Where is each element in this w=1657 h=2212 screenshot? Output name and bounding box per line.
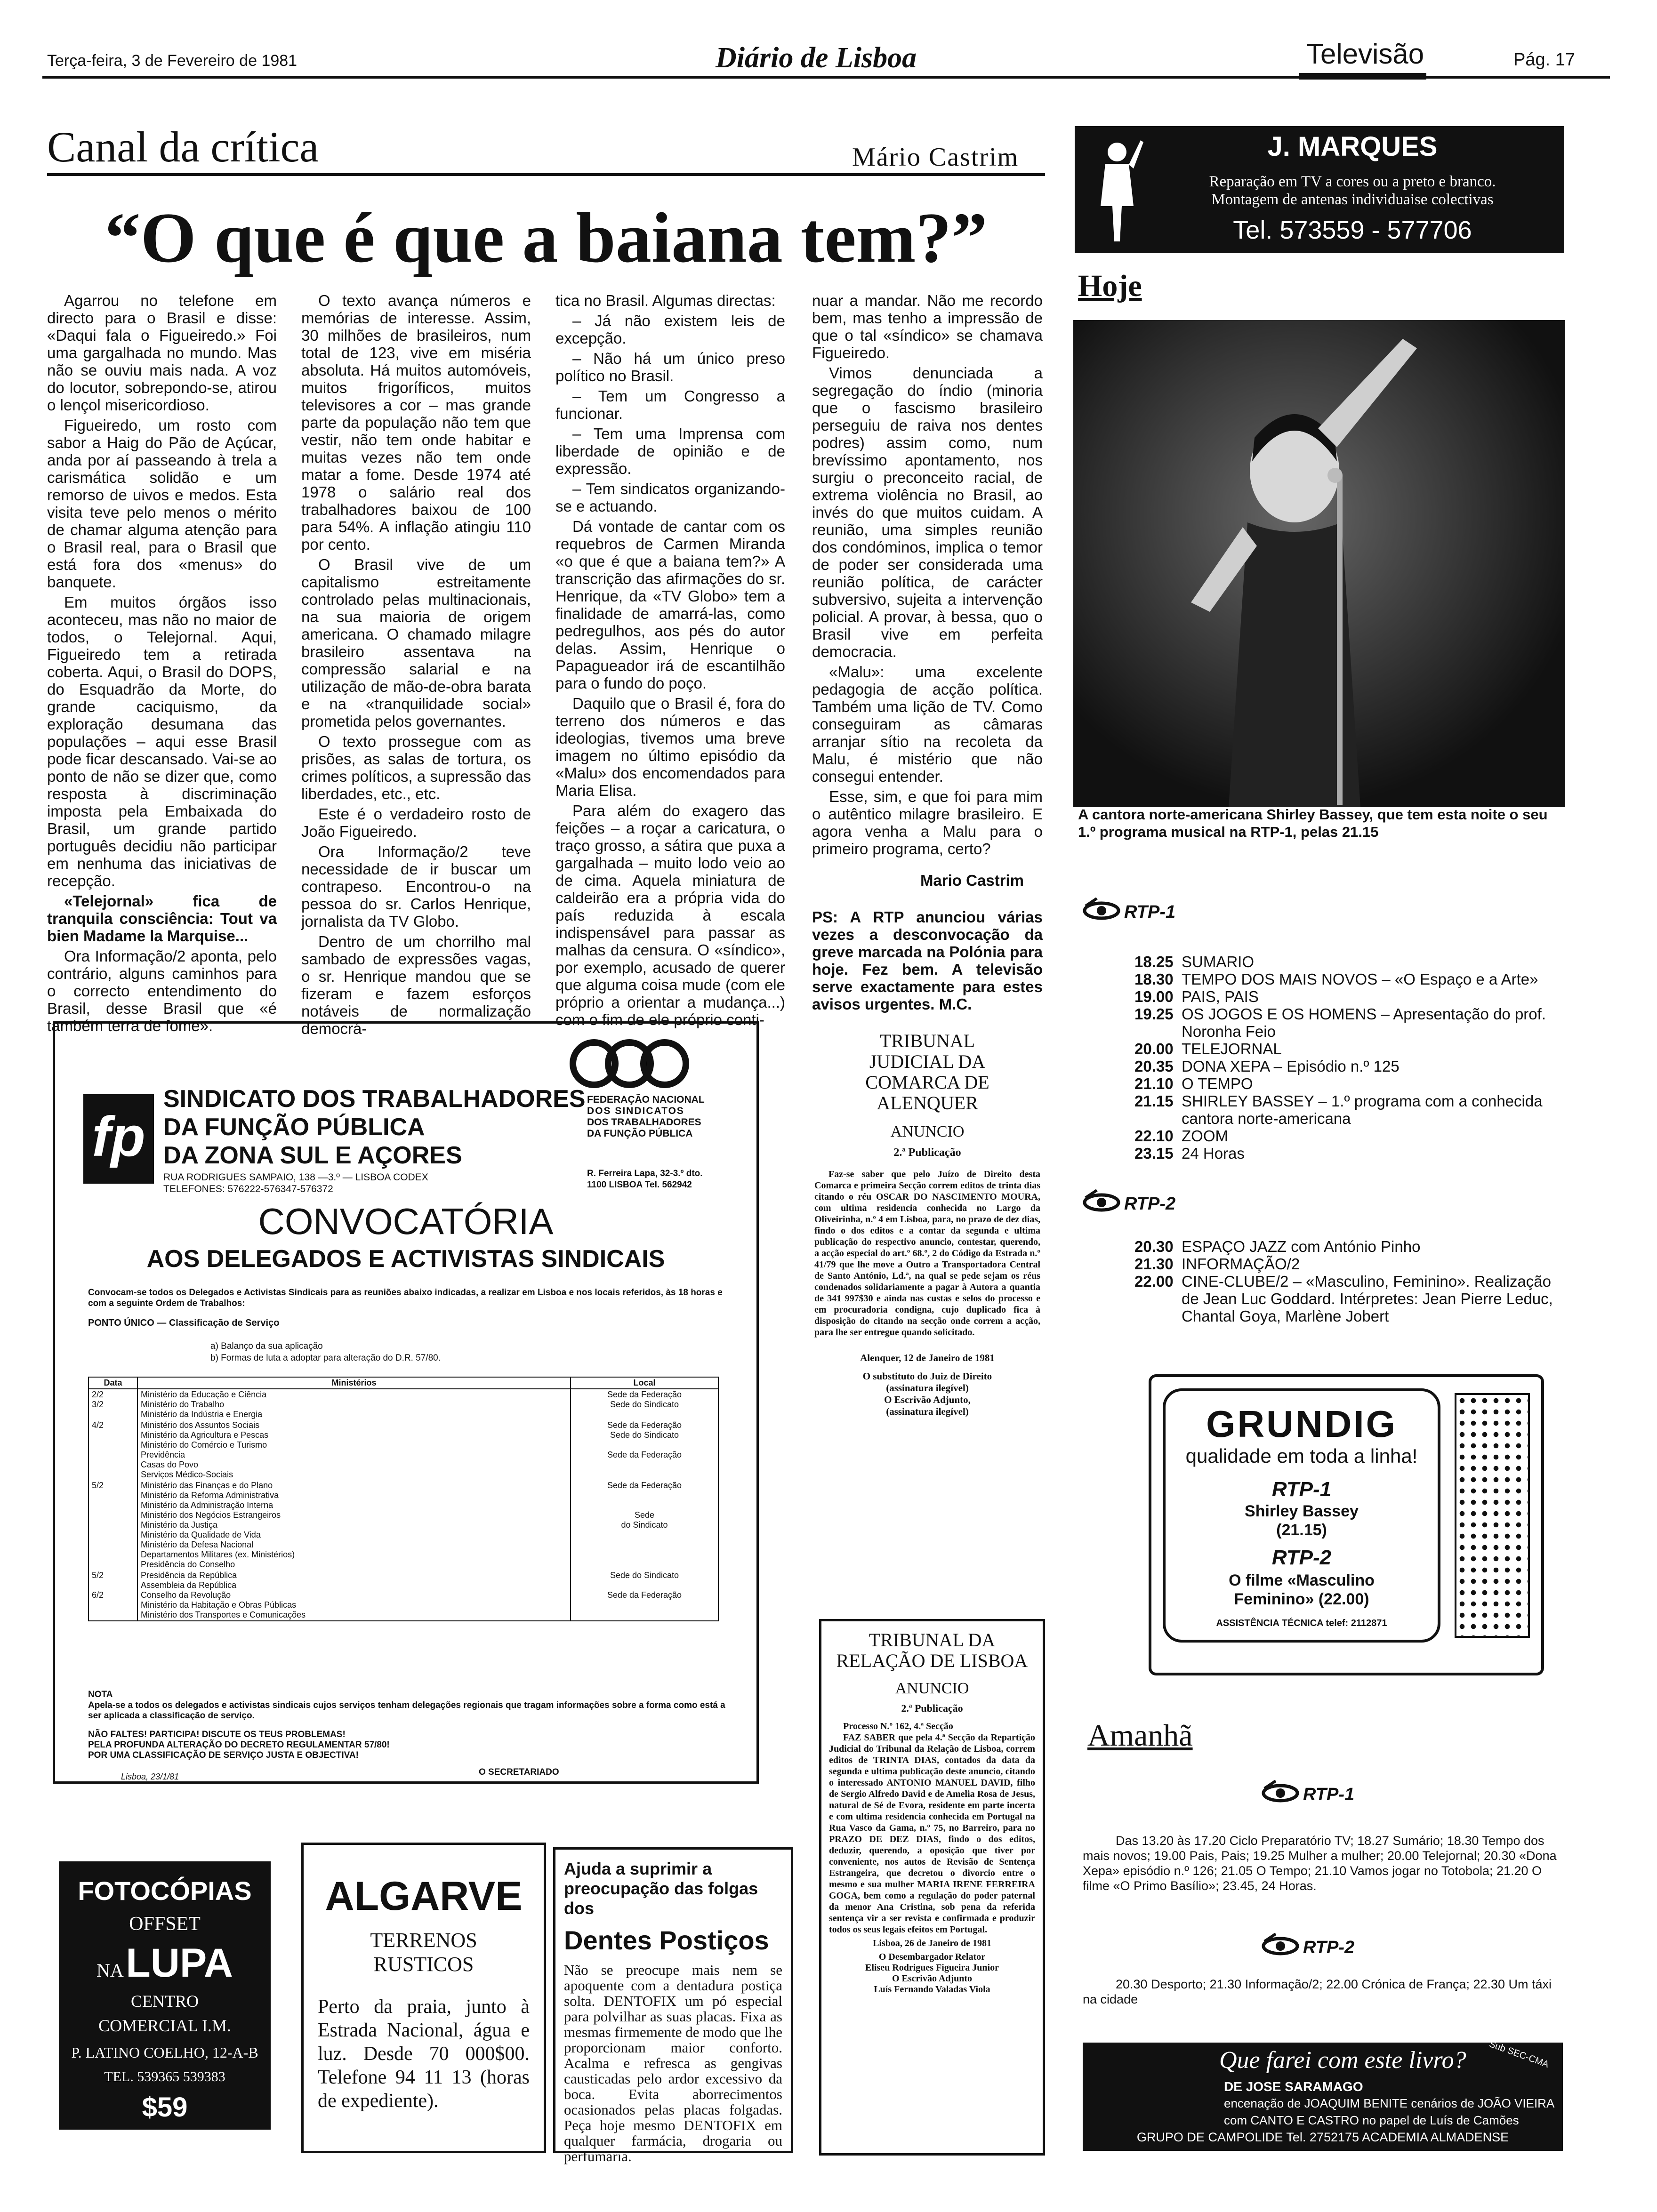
schedule-row: 19.00 PAIS, PAIS [1134, 988, 1259, 1005]
schedule-row: 20.30 ESPAÇO JAZZ com António Pinho [1134, 1238, 1421, 1255]
dentofix-ad [553, 1847, 793, 2164]
fed-line3: DOS TRABALHADORES [587, 1117, 701, 1128]
amanha-rtp1-label: RTP-1 [1303, 1785, 1355, 1804]
place-date: Lisboa, 23/1/81 [121, 1772, 179, 1781]
tribunal2-sig2b: Luís Fernando Valadas Viola [874, 1984, 990, 1995]
tribunal2-date: Lisboa, 26 de Janeiro de 1981 [873, 1938, 991, 1948]
rtp-eye-icon [1083, 897, 1120, 925]
grundig-ch2-show: O filme «Masculino Feminino» (22.00) [1229, 1571, 1375, 1608]
tribunal2-sig1: O Desembargador Relator [878, 1952, 986, 1962]
header-rule-section [1299, 73, 1426, 80]
foto-na-lupa: NA LUPA [97, 1940, 233, 1986]
tribunal2-title: TRIBUNAL DA RELAÇÃO DE LISBOA [836, 1629, 1028, 1671]
header-page: Pág. 17 [1513, 50, 1575, 70]
article-signature: Mario Castrim [920, 872, 1024, 889]
table-row: 5/2 6/2 Presidência da República Assembleia da República Conselho da Revolução Ministério da Habitação e Obras Públicas Ministério dos Transportes e Comunicações Sede do Sindicato Sede da Federação [88, 1570, 718, 1621]
grundig-ch1-time: (21.15) [1276, 1521, 1327, 1539]
paragraph: – Tem um Congresso a funcionar. [555, 387, 785, 422]
secretariado: O SECRETARIADO [479, 1767, 559, 1777]
slogan-2: PELA PROFUNDA ALTERAÇÃO DO DECRETO REGULAMENTAR 57/80! [88, 1740, 390, 1750]
tribunal2-proc: Processo N.º 162, 4.ª Secção [843, 1721, 953, 1731]
conv-sub: AOS DELEGADOS E ACTIVISTAS SINDICAIS [146, 1245, 665, 1273]
article-col-1 [47, 292, 277, 1037]
amanha-rtp1-text: Das 13.20 às 17.20 Ciclo Preparatório TV; 18.27 Sumário; 18.30 Tempo dos mais novos; 19.00 Pais, Pais; 19.25 Mulher a mulher; 20.00 Telejornal; 20.30 «Dona Xepa» episódio n.º 126; 21.05 O Tempo; 21.10 Vamos jogar no Totobola; 21.20 O filme «O Primo Basílio»; 23.45, 24 Horas. [1083, 1834, 1557, 1893]
livro-title: Que farei com este livro? [1219, 2047, 1466, 2074]
sind-name3: DA ZONA SUL E AÇORES [163, 1142, 462, 1169]
table-header: Data [88, 1377, 137, 1389]
grundig-ch1-show: Shirley Bassey [1245, 1502, 1359, 1520]
rtp2-logo [1083, 1188, 1205, 1221]
tribunal2-sig2: O Escrivão Adjunto [892, 1973, 973, 1984]
paragraph: Dentro de um chorrilho mal sambado de expressões vagas, o sr. Henrique mandou que se fizeram e fazem esforços notáveis de normalização democrá- [301, 933, 531, 1037]
paragraph: – Já não existem leis de excepção. [555, 312, 785, 347]
paragraph: Este é o verdadeiro rosto de João Figueiredo. [301, 805, 531, 840]
jmarques-phone: Tel. 573559 - 577706 [1233, 216, 1472, 244]
tribunal1-body: Faz-se saber que pelo Juízo de Direito desta Comarca e primeira Secção correm editos de trinta dias citando o réu OSCAR DO NASCIMENTO MOURA, com ultima residencia conhecida no Largo da Oliveirinha, n.º 4 em Lisboa, para, no prazo de dez dias, findo o dos editos e a contar da segunda e ultima publicação do respectivo anuncio, contestar, querendo, a acção especial do art.º 68.º, 2 do Código da Estrada n.º 41/79 que lhe move a Outro a Transportadora Central de Santo António, Ld.ª, na qual se pede sejam os réus condenados solidariamente a pagar à Autora a quantia de 341 997$30 e ainda nas custas e selos do processo e em procuradoria condigna, cujo duplicado fica à disposição do citando na secção onde correm a acção, para lhe ser entregue quando solicitado. [814, 1169, 1040, 1338]
conv-intro: Convocam-se todos os Delegados e Activistas Sindicais para as reuniões abaixo indicadas, a realizar em Lisboa e nos locais referidos, às 18 horas e com a seguinte Ordem de Trabalhos: [88, 1288, 723, 1308]
foto-addr: P. LATINO COELHO, 12-A-B [71, 2044, 258, 2061]
rtp2-schedule [1134, 1238, 1558, 1325]
schedule-row: 21.10 O TEMPO [1134, 1075, 1253, 1092]
fed-line1: FEDERAÇÃO NACIONAL [587, 1094, 705, 1105]
foto-title: FOTOCÓPIAS [78, 1876, 252, 1906]
rtp1-logo [1083, 897, 1205, 930]
tv-control-panel [1455, 1393, 1530, 1638]
technician-figure [1089, 136, 1145, 244]
grundig-ch1: RTP-1 [1271, 1478, 1332, 1501]
tribunal1-anuncio: ANUNCIO [890, 1123, 965, 1140]
dentes-title: Dentes Postiços [564, 1925, 769, 1955]
algarve-ad [301, 1843, 546, 2153]
table-row: 2/2 3/2 Ministério da Educação e Ciência Ministério do Trabalho Ministério da Indústria e Energia Sede da Federação Sede do Sindicato [88, 1389, 718, 1420]
paragraph: nuar a mandar. Não me recordo bem, mas tenho a impressão de que o tal «síndico» se chamava Figueiredo. [812, 292, 1043, 361]
foto-comercial: COMERCIAL I.M. [98, 2016, 231, 2035]
slogan-1: NÃO FALTES! PARTICIPA! DISCUTE OS TEUS PROBLEMAS! [88, 1730, 346, 1739]
header-date: Terça-feira, 3 de Fevereiro de 1981 [47, 52, 298, 70]
schedule-row: 22.10 ZOOM [1134, 1127, 1228, 1145]
tribunal2-body: FAZ SABER que pela 4.ª Secção da Repartição Judicial do Tribunal da Relação de Lisboa, correm editos de TRINTA DIAS, contados da data da segunda e ultima publicação deste anuncio, citando o interessado ANTONIO MANUEL DAVID, filho de Sergio Alfredo David e de Amelia Rosa de Jesus, natural de Sé de Evora, residente em parte incerta e com ultima residencia conhecida em Portugal na Rua Vasco da Gama, n.º 75, no Barreiro, para no PRAZO DE DEZ DIAS, findo o dos editos, deduzir, querendo, a oposição que tiver por conveniente, nos autos de Revisão de Sentença Estrangeira, que decretou o divorcio entre o mesmo e sua mulher MARIA IRENE FERREIRA GOGA, bem como a regulação do poder paternal da menor Ana Cristina, sob pena da referida sentença vir a ser revista e confirmada e produzir todos os seus legais efeitos em Portugal. [829, 1732, 1035, 1935]
sind-phones: TELEFONES: 576222-576347-576372 [163, 1184, 333, 1194]
nota-title: NOTA [88, 1690, 113, 1699]
amanha-rtp2-label: RTP-2 [1303, 1938, 1355, 1957]
paragraph: Figueiredo, um rosto com sabor a Haig do Pão de Açúcar, anda por aí passeando à trela a carismática solidão e um remorso de uivos e medos. Esta visita teve pelo menos o mérito de chamar alguma atenção para o Brasil real, para o Brasil que está fora dos «menus» do banquete. [47, 417, 277, 591]
algarve-title: ALGARVE [325, 1874, 523, 1919]
ministries-table [88, 1377, 719, 1621]
tribunal2-anuncio: ANUNCIO [895, 1680, 969, 1697]
federation-logo [568, 1038, 691, 1090]
algarve-sub1: TERRENOS [370, 1929, 477, 1952]
paragraph: O texto avança números e memórias de interesse. Assim, 30 milhões de brasileiros, num total de 123, vive em miséria absoluta. Há muitos automóveis, muitos frigoríficos, muitos televisores a cor – mas grande parte da população não tem que vestir, não tem onde habitar e muitas vezes não tem onde matar a fome. Desde 1974 até 1978 o salário real dos trabalhadores baixou de 100 para 54%. A inflação atingiu 110 por cento. [301, 292, 531, 553]
amanha-rtp1-logo [1262, 1779, 1384, 1812]
saramago-ad [1083, 2038, 1563, 2151]
masthead: Diário de Lisboa [716, 42, 917, 74]
nota-text: Apela-se a todos os delegados e activistas sindicais cujos serviços tenham delegações regionais que tragam informações sobre a forma como está a ser aplicada a classificação de serviço. [88, 1700, 725, 1721]
sind-name2: DA FUNÇÃO PÚBLICA [163, 1114, 425, 1141]
fed-addr1: R. Ferreira Lapa, 32-3.º dto. [587, 1169, 703, 1178]
author-top: Mário Castrim [852, 143, 1019, 172]
fed-line2: DOS SINDICATOS [587, 1106, 684, 1116]
tribunal-alenquer [807, 1031, 1047, 1418]
table-header: Local [571, 1377, 718, 1389]
fotocopias-ad [59, 1861, 271, 2130]
tribunal1-pub: 2.ª Publicação [893, 1146, 961, 1159]
article-col-4 [812, 292, 1043, 1013]
tribunal-relacao [819, 1619, 1045, 2156]
livro-line4: GRUPO DE CAMPOLIDE Tel. 2752175 ACADEMIA ALMADENSE [1136, 2130, 1509, 2144]
jmarques-line1: Reparação em TV a cores ou a preto e branco. [1209, 173, 1496, 190]
paragraph: Vimos denunciada a segregação do índio (minoria que o fascismo brasileiro perseguiu de raiva nos dentes podres) assim como, num brevíssimo apontamento, nos surgiu o preconceito racial, de extrema violência no Brasil, ao invés do que muitos cuidam. A reunião, uma simples reunião dos condóminos, implica o temor de poder ser considerada uma reunião política, de carácter subversivo, sujeita a intervenção policial. A provar, à bessa, quo o Brasil vive em perfeita democracia. [812, 364, 1043, 660]
foto-centro: CENTRO [131, 1992, 199, 2011]
grundig-ch2: RTP-2 [1271, 1546, 1332, 1569]
tribunal1-sig1b: (assinatura ilegível) [886, 1382, 969, 1394]
slogan-3: POR UMA CLASSIFICAÇÃO DE SERVIÇO JUSTA E OBJECTIVA! [88, 1750, 359, 1760]
paragraph: O Brasil vive de um capitalismo estreitamente controlado pelas multinacionais, na sua maioria de origem americana. O chamado milagre brasileiro assentava na compressão salarial e na utilização de mão-de-obra barata e na «tranquilidade social» prometida pelos governantes. [301, 556, 531, 730]
schedule-row: 20.00 TELEJORNAL [1134, 1040, 1282, 1058]
fp-logo: fp [83, 1094, 154, 1184]
paragraph: Dá vontade de cantar com os requebros de Carmen Miranda «o que é que a baiana tem?» A transcrição das afirmações do sr. Henrique, da «TV Globo» tem a finalidade de amarrá-las, como pedregulhos, aos pés do autor delas. Assim, Henrique o Papagueador irá de escantilhão para o fundo do poço. [555, 518, 785, 692]
paragraph: Ora Informação/2 aponta, pelo contrário, alguns caminhos para o correcto entendimento do Brasil, desse Brasil que «é também terra de fome». [47, 947, 277, 1034]
algarve-body: Perto da praia, junto à Estrada Nacional, água e luz. Desde 70 000$00. Telefone 94 11 13 (horas de expediente). [318, 1996, 530, 2112]
schedule-row: 22.00 CINE-CLUBE/2 – «Masculino, Feminino». Realização de Jean Luc Goddard. Intérpretes: Jean Pierre Leduc, Chantal Goya, Marlène Jobert [1134, 1273, 1553, 1325]
schedule-row: 21.15 SHIRLEY BASSEY – 1.º programa com a conhecida cantora norte-americana [1134, 1092, 1543, 1127]
table-header: Ministérios [137, 1377, 571, 1389]
paragraph: tica no Brasil. Algumas directas: [555, 292, 776, 309]
rtp-eye-icon [1262, 1932, 1299, 1960]
schedule-row: 18.30 TEMPO DOS MAIS NOVOS – «O Espaço e a Arte» [1134, 970, 1538, 988]
grundig-brand: GRUNDIG [1206, 1403, 1397, 1445]
paragraph: O texto prossegue com as prisões, as salas de tortura, os crimes políticos, a supressão das liberdades, etc., etc. [301, 733, 531, 802]
jmarques-line2: Montagem de antenas individuaise colectivas [1211, 191, 1494, 208]
paragraph: Ora Informação/2 teve necessidade de ir buscar um contrapeso. Encontrou-o na pessoa do sr. Carlos Henrique, jornalista da TV Globo. [301, 843, 531, 930]
article-col-3 [555, 292, 785, 1031]
table-row: 5/2 Ministério das Finanças e do Plano Ministério da Reforma Administrativa Ministério da Administração Interna Ministério dos Negócios Estrangeiros Ministério da Justiça Ministério da Qualidade de Vida Ministério da Defesa Nacional Departamentos Militares (ex. Ministérios) Presidência do Conselho Sede da Federação Sede do Sindicato [88, 1480, 718, 1570]
livro-author: DE JOSE SARAMAGO [1224, 2079, 1363, 2094]
sind-address: RUA RODRIGUES SAMPAIO, 138 —3.º — LISBOA CODEX [163, 1172, 428, 1183]
schedule-row: 18.25 SUMARIO [1134, 953, 1255, 970]
algarve-sub2: RUSTICOS [373, 1953, 474, 1976]
grundig-tagline: qualidade em toda a linha! [1185, 1445, 1418, 1467]
paragraph: Agarrou no telefone em directo para o Brasil e disse: «Daqui fala o Figueiredo.» Foi uma gargalhada no mundo. Mas não se ouviu mais nada. A voz do locutor, sobrepondo-se, atirou o lençol misericordioso. [47, 292, 277, 414]
paragraph: «Malu»: uma excelente pedagogia de acção política. Também uma lição de TV. Como conseguiram as câmaras arranjar sítio na recoleta da Malu, é mistério que não consegui entender. [812, 663, 1043, 785]
tribunal1-date: Alenquer, 12 de Janeiro de 1981 [860, 1352, 995, 1363]
livro-line2: encenação de JOAQUIM BENITE cenários de JOÃO VIEIRA [1224, 2096, 1555, 2110]
sind-name1: SINDICATO DOS TRABALHADORES [163, 1085, 586, 1113]
paragraph: – Tem uma Imprensa com liberdade de opinião e de expressão. [555, 425, 785, 477]
tribunal1-sig2: O Escrivão Adjunto, [884, 1394, 971, 1405]
article-col-2 [301, 292, 531, 1040]
rtp-eye-icon [1083, 1188, 1120, 1217]
tribunal1-title: TRIBUNAL JUDICIAL DA COMARCA DE ALENQUER [865, 1030, 989, 1114]
rtp2-label: RTP-2 [1124, 1194, 1176, 1214]
grundig-ad [1130, 1360, 1563, 1690]
paragraph: – Tem sindicatos organizando-se e actuando. [555, 480, 785, 515]
paragraph: Para além do exagero das feições – a roçar a caricatura, o traço grosso, a sátira que puxa a gargalhada – muito lodo veio ao de cima. Aquela miniatura de caldeirão era a própria vida do país reduzida à escala indispensável para passar as malhas da censura. O «síndico», por exemplo, acusado de querer que alguma coisa mude (com ele próprio a orientar a mudança...) com o fim de ele próprio conti- [555, 802, 785, 1028]
schedule-row: 23.15 24 Horas [1134, 1145, 1245, 1162]
amanha-rtp2-text: 20.30 Desporto; 21.30 Informação/2; 22.00 Crónica de França; 22.30 Um táxi na cidade [1083, 1977, 1552, 2006]
fed-addr2: 1100 LISBOA Tel. 562942 [587, 1180, 692, 1190]
sindicato-ad [53, 1021, 759, 1784]
paragraph: – Não há um único preso político no Brasil. [555, 350, 785, 385]
column-title: Canal da crítica [47, 123, 319, 171]
schedule-row: 19.25 OS JOGOS E OS HOMENS – Apresentação do prof. Noronha Feio [1134, 1005, 1546, 1040]
conv-ponto: PONTO ÚNICO — Classificação de Serviço [88, 1318, 280, 1328]
foto-offset: OFFSET [129, 1913, 201, 1935]
paragraph: Daquilo que o Brasil é, fora do terreno dos números e das ideologias, tivemos uma breve imagem no último episódio da «Malu» dos encomendados para Maria Elisa. [555, 695, 785, 799]
amanha-rtp2-logo [1262, 1932, 1384, 1965]
postscript: PS: A RTP anunciou várias vezes a desconvocação da greve marcada na Polónia para hoje. Fez bem. A televisão serve exactamente para estes avisos urgentes. M.C. [812, 908, 1043, 1013]
tribunal2-sig1b: Eliseu Rodrigues Figueira Junior [865, 1963, 999, 1973]
conv-item-b: b) Formas de luta a adoptar para alteração do D.R. 57/80. [210, 1353, 441, 1363]
dentes-head: Ajuda a suprimir a preocupação das folgas dos [564, 1859, 758, 1918]
rtp1-label: RTP-1 [1124, 902, 1176, 922]
rtp1-schedule [1134, 953, 1558, 1162]
foto-tel: TEL. 539365 539383 [104, 2069, 225, 2084]
paragraph: Esse, sim, e que foi para mim o autêntico milagre brasileiro. E agora venha a Malu para o primeiro programa, certo? [812, 788, 1043, 858]
tribunal1-sig2b: (assinatura ilegível) [886, 1406, 969, 1417]
fed-line4: DA FUNÇÃO PÚBLICA [587, 1128, 693, 1139]
paragraph: «Telejornal» fica de tranquila consciência: Tout va bien Madame la Marquise... [47, 892, 277, 945]
header-section: Televisão [1306, 38, 1424, 70]
tribunal1-sig1: O substituto do Juiz de Direito [862, 1370, 992, 1382]
paragraph: Em muitos órgãos isso aconteceu, mas não no maior de todos, o Telejornal. Aqui, Figueiredo tem a retirada coberta. Aqui, o Brasil do DOPS, do Esquadrão da Morte, do grande caciquismo, da exploração desumana das populações – aqui esse Brasil pode ficar descansado. Vai-se ao ponto de não se dizer que, como resposta à discriminação imposta pela Embaixada do Brasil, um grande partido português decidiu não participar em nenhuma das iniciativas de recepção. [47, 593, 277, 890]
tribunal2-pub: 2.ª Publicação [901, 1702, 963, 1714]
photo-caption: A cantora norte-americana Shirley Bassey, que tem esta noite o seu 1.º programa musical na RTP-1, pelas 21.15 [1078, 806, 1548, 840]
shirley-bassey-photo [1073, 320, 1565, 807]
schedule-row: 20.35 DONA XEPA – Episódio n.º 125 [1134, 1058, 1400, 1075]
livro-line3: com CANTO E CASTRO no papel de Luís de Camões [1224, 2113, 1519, 2127]
livro-sub: Sub SEC-CMA [1488, 2038, 1551, 2070]
section-amanha: Amanhã [1087, 1718, 1193, 1753]
section-hoje: Hoje [1078, 269, 1142, 303]
table-row: 4/2 Ministério dos Assuntos Sociais Ministério da Agricultura e Pescas Ministério do Comércio e Turismo Previdência Casas do Povo Serviços Médico-Sociais Sede da Federação Sede do Sindicato Sede da Federação [88, 1420, 718, 1480]
title-rule [47, 173, 1045, 176]
rtp-eye-icon [1262, 1779, 1299, 1807]
foto-price: $59 [142, 2092, 188, 2123]
grundig-assist: ASSISTÊNCIA TÉCNICA telef: 2112871 [1216, 1618, 1387, 1628]
jmarques-ad [1075, 126, 1564, 253]
jmarques-name: J. MARQUES [1267, 131, 1438, 162]
conv-item-a: a) Balanço da sua aplicação [210, 1341, 323, 1351]
dentes-body: Não se preocupe mais nem se apoquente com a dentadura postiça solta. DENTOFIX um pó especial para polvilhar as suas placas. Fixa as mesmas firmemente de modo que lhe proporcionam maior conforto. Acalma e refresca as gengivas causticadas pelo ardor excessivo da boca. Evita aborrecimentos ocasionados pelas placas folgadas. Peça hoje mesmo DENTOFIX em qualquer farmácia, drogaria ou perfumaria. [564, 1962, 783, 2164]
headline: “O que é que a baiana tem?” [105, 198, 988, 277]
schedule-row: 21.30 INFORMAÇÃO/2 [1134, 1255, 1300, 1273]
conv-title: CONVOCATÓRIA [258, 1201, 554, 1242]
